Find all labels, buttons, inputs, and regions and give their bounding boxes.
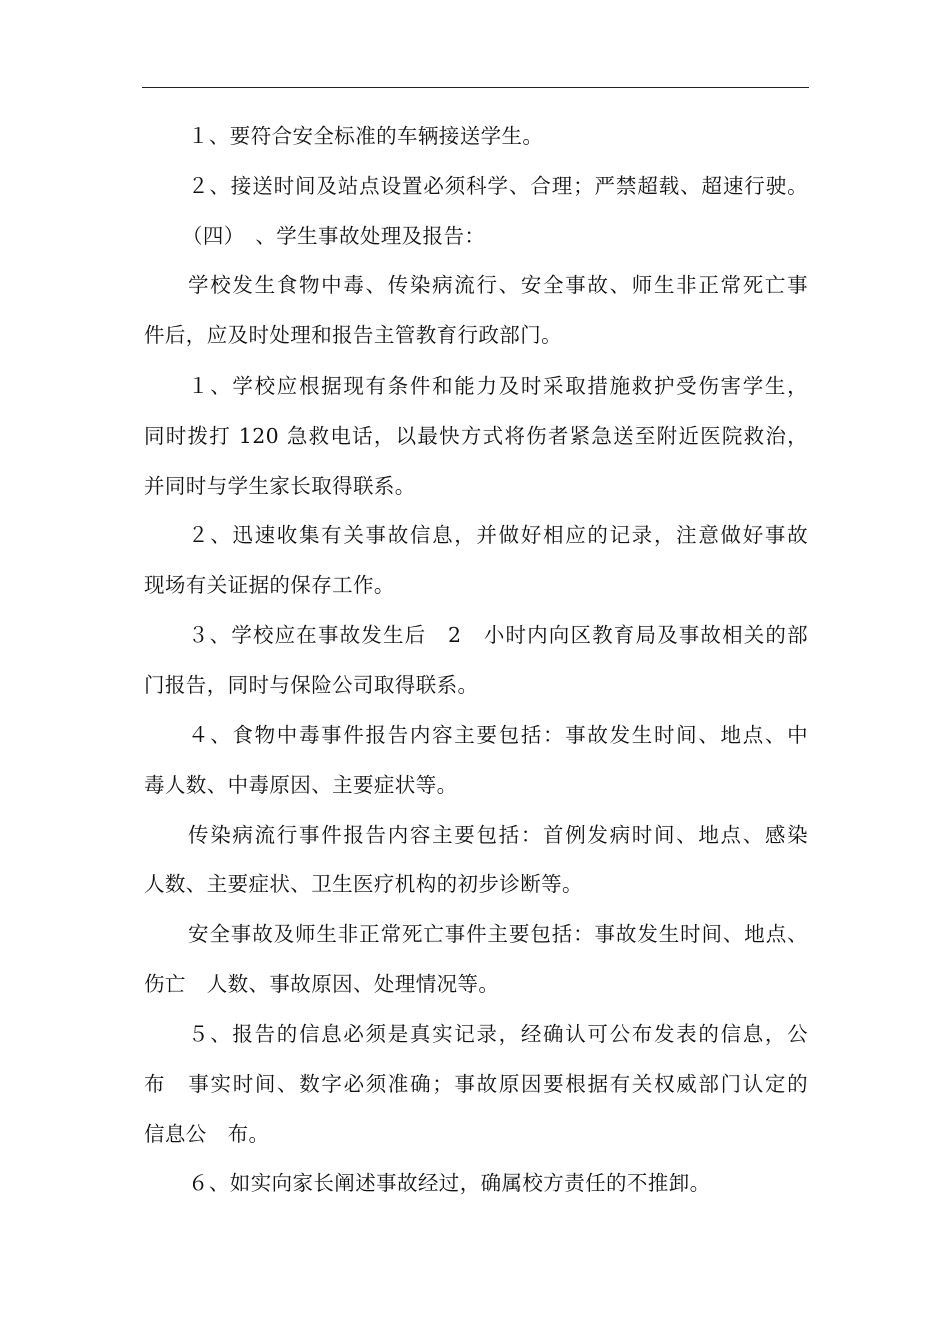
text-line: ３、学校应在事故发生后 2 小时内向区教育局及事故相关的部: [188, 623, 808, 647]
text-line: １、学校应根据现有条件和能力及时采取措施救护受伤害学生，: [188, 374, 808, 398]
text-line: 人数、主要症状、卫生医疗机构的初步诊断等。: [144, 872, 583, 896]
text-line: １、要符合安全标准的车辆接送学生。: [188, 124, 544, 148]
text-line: 安全事故及师生非正常死亡事件主要包括：事故发生时间、地点、: [188, 922, 808, 946]
text-line: 毒人数、中毒原因、主要症状等。: [144, 773, 458, 797]
text-line: ２、接送时间及站点设置必须科学、合理；严禁超载、超速行驶。: [188, 174, 808, 198]
text-line: ５、报告的信息必须是真实记录，经确认可公布发表的信息，公: [188, 1022, 808, 1046]
text-line: ６、如实向家长阐述事故经过，确属校方责任的不推卸。: [188, 1171, 711, 1195]
text-line: 现场有关证据的保存工作。: [144, 573, 395, 597]
text-line: 学校发生食物中毒、传染病流行、安全事故、师生非正常死亡事: [188, 273, 808, 297]
text-line: ４、食物中毒事件报告内容主要包括：事故发生时间、地点、中: [188, 723, 808, 747]
text-line: 并同时与学生家长取得联系。: [144, 474, 416, 498]
text-line: 件后，应及时处理和报告主管教育行政部门。: [144, 323, 562, 347]
text-line: 信息公 布。: [144, 1122, 270, 1146]
header-rule: [142, 87, 809, 88]
text-line: 同时拨打 120 急救电话，以最快方式将伤者紧急送至附近医院救治，: [144, 424, 808, 448]
text-line: ２、迅速收集有关事故信息，并做好相应的记录，注意做好事故: [188, 523, 808, 547]
section-heading: （四） 、学生事故处理及报告：: [182, 224, 486, 248]
text-line: 传染病流行事件报告内容主要包括：首例发病时间、地点、感染: [188, 823, 808, 847]
text-line: 伤亡 人数、事故原因、处理情况等。: [144, 972, 500, 996]
text-line: 布 事实时间、数字必须准确；事故原因要根据有关权威部门认定的: [144, 1072, 808, 1096]
text-line: 门报告，同时与保险公司取得联系。: [144, 673, 479, 697]
